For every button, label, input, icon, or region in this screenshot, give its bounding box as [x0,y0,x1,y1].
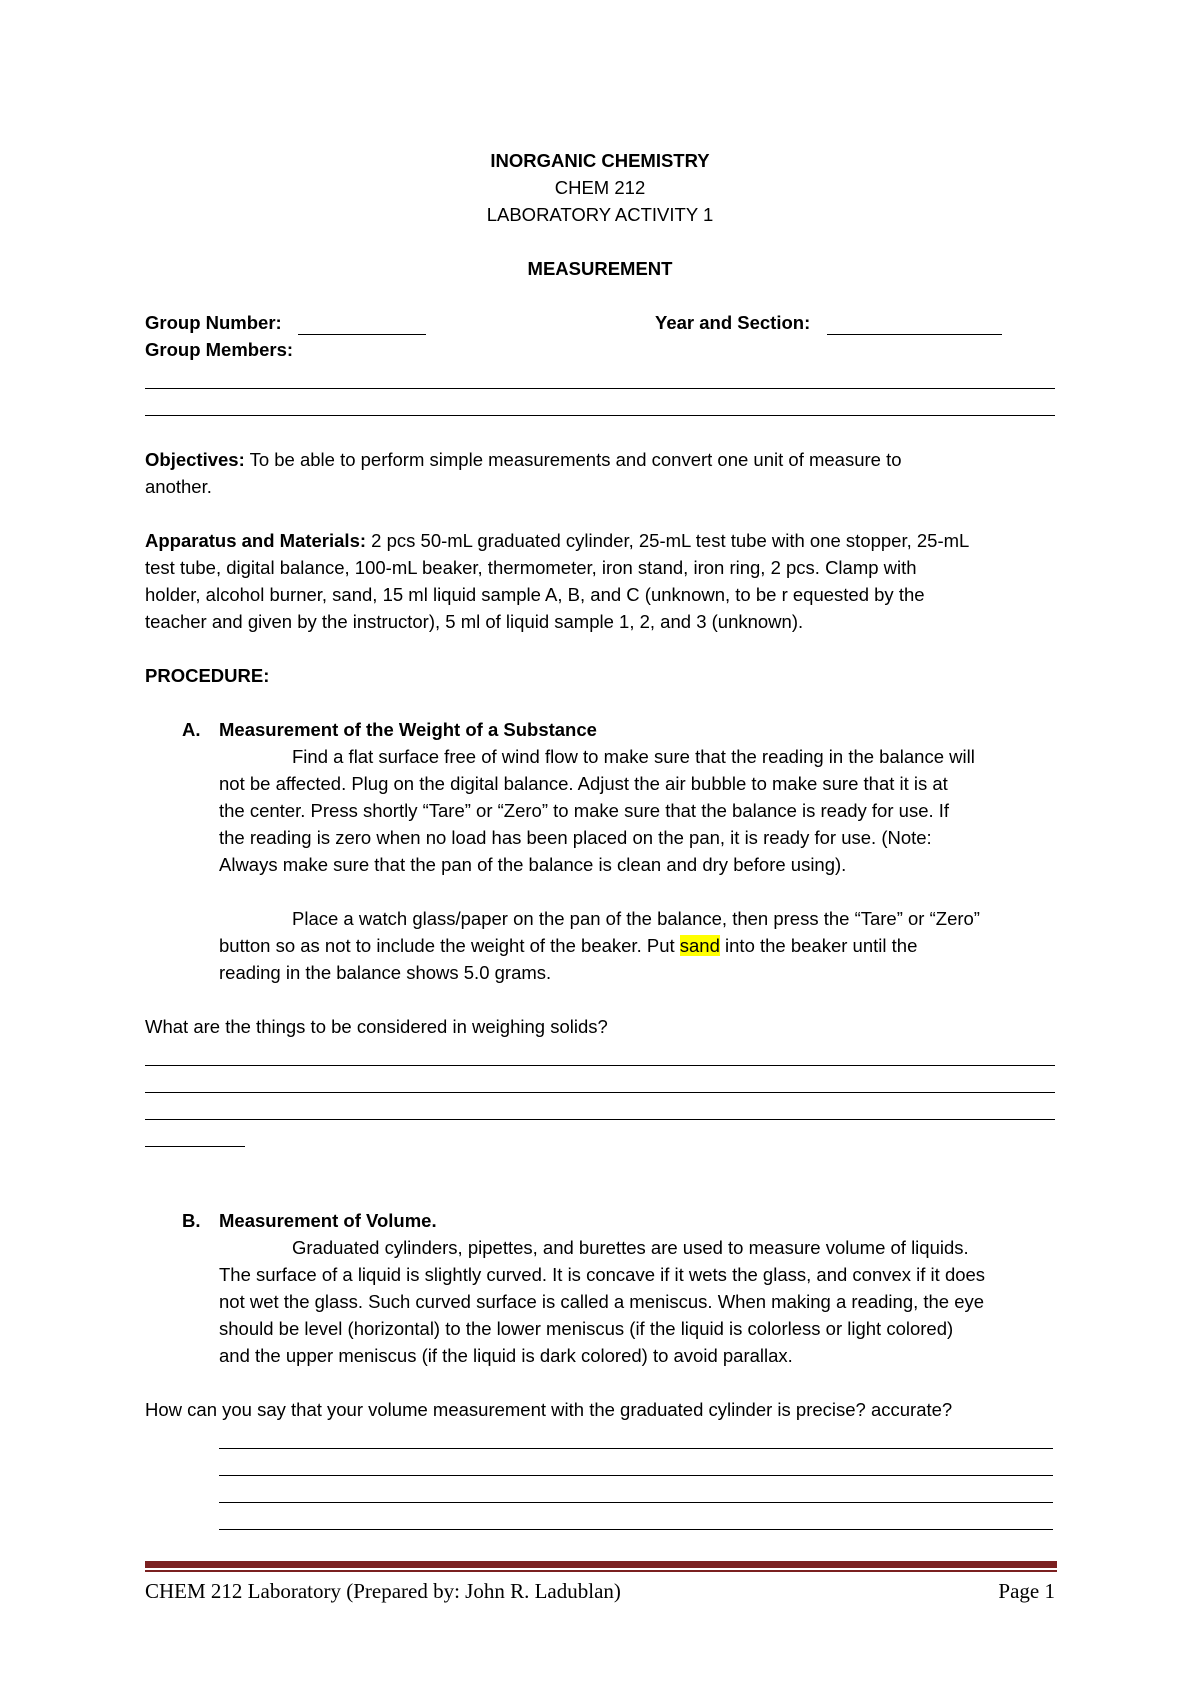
section-b-p1-line-3: not wet the glass. Such curved surface is called a meniscus. When making a reading, the eye [219,1291,985,1312]
page-number: Page 1 [998,1579,1055,1603]
section-b-p1-line-1: Graduated cylinders, pipettes, and burettes are used to measure volume of liquids. [292,1237,969,1258]
answer-a-line-3[interactable] [145,1119,1055,1120]
answer-a-line-1[interactable] [145,1065,1055,1066]
section-b-p1-line-4: should be level (horizontal) to the lower meniscus (if the liquid is colorless or light colored) [219,1318,954,1339]
group-members-blank-1[interactable] [145,388,1055,389]
apparatus-line-2: test tube, digital balance, 100-mL beaker, thermometer, iron stand, iron ring, 2 pcs. Clamp with [145,557,917,578]
objectives-line-2: another. [145,476,212,497]
answer-b-line-4[interactable] [219,1529,1053,1530]
group-number-label: Group Number: [145,312,282,333]
section-b-letter: B. [182,1210,201,1231]
section-a-p1-line-2: not be affected. Plug on the digital balance. Adjust the air bubble to make sure that it is at [219,773,948,794]
objectives-line-1 [145,446,902,473]
section-b-question: How can you say that your volume measurement with the graduated cylinder is precise? accurate? [145,1399,953,1420]
apparatus-label: Apparatus and Materials: [145,530,367,551]
section-a-p1-line-5: Always make sure that the pan of the balance is clean and dry before using). [219,854,847,875]
section-b-title: Measurement of Volume. [219,1210,437,1231]
group-number-blank[interactable] [298,334,426,335]
apparatus-text-1: 2 pcs 50-mL graduated cylinder, 25-mL test tube with one stopper, 25-mL [371,530,970,551]
course-code: CHEM 212 [554,177,646,198]
section-a-p2-after: into the beaker until the [719,935,918,956]
activity-number: LABORATORY ACTIVITY 1 [486,204,714,225]
answer-b-line-1[interactable] [219,1448,1053,1449]
footer-text: CHEM 212 Laboratory (Prepared by: John R. Ladublan) [145,1579,621,1603]
section-b-p1-line-5: and the upper meniscus (if the liquid is dark colored) to avoid parallax. [219,1345,793,1366]
section-a-question: What are the things to be considered in weighing solids? [145,1016,608,1037]
course-title: INORGANIC CHEMISTRY [490,150,710,171]
section-a-p2-line-3: reading in the balance shows 5.0 grams. [219,962,552,983]
group-members-label: Group Members: [145,339,294,360]
year-section-blank[interactable] [827,334,1002,335]
section-a-p1-line-3: the center. Press shortly “Tare” or “Zero” to make sure that the balance is ready for use. If [219,800,950,821]
section-b-p1-line-2: The surface of a liquid is slightly curved. It is concave if it wets the glass, and convex if it does [219,1264,986,1285]
apparatus-line-1 [145,527,969,554]
apparatus-line-4: teacher and given by the instructor), 5 ml of liquid sample 1, 2, and 3 (unknown). [145,611,804,632]
group-members-blank-2[interactable] [145,415,1055,416]
section-a-letter: A. [182,719,201,740]
footer-rule-thick [145,1561,1057,1568]
procedure-heading: PROCEDURE: [145,665,270,686]
apparatus-line-3: holder, alcohol burner, sand, 15 ml liquid sample A, B, and C (unknown, to be r equested by the [145,584,925,605]
year-section-label: Year and Section: [655,312,811,333]
section-a-p1-line-1: Find a flat surface free of wind flow to make sure that the reading in the balance will [292,746,975,767]
answer-b-line-3[interactable] [219,1502,1053,1503]
section-a-p2-line-1: Place a watch glass/paper on the pan of the balance, then press the “Tare” or “Zero” [292,908,980,929]
section-a-p2-line-2 [219,932,917,959]
highlighted-word-sand: sand [679,935,720,956]
objectives-text-1: To be able to perform simple measurements and convert one unit of measure to [249,449,902,470]
answer-a-line-4[interactable] [145,1146,245,1147]
objectives-label: Objectives: [145,449,245,470]
section-a-p2-before: button so as not to include the weight of the beaker. Put [219,935,680,956]
answer-b-line-2[interactable] [219,1475,1053,1476]
page-title: MEASUREMENT [527,258,673,279]
section-a-title: Measurement of the Weight of a Substance [219,719,597,740]
section-a-p1-line-4: the reading is zero when no load has been placed on the pan, it is ready for use. (Note: [219,827,932,848]
footer-rule-thin [145,1570,1057,1572]
answer-a-line-2[interactable] [145,1092,1055,1093]
